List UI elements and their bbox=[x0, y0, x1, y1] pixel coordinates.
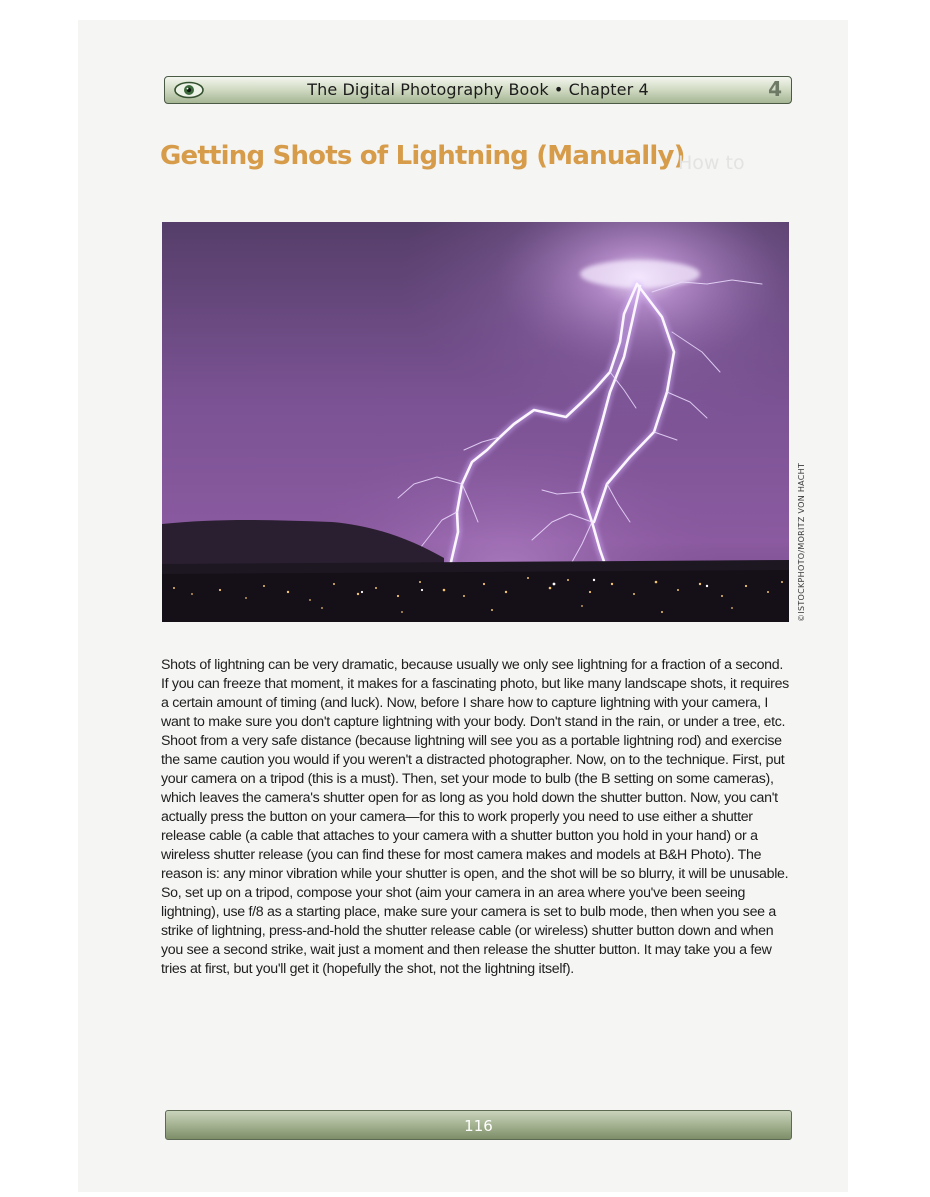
running-header-title: The Digital Photography Book • Chapter 4 bbox=[307, 80, 649, 99]
body-paragraph: Shots of lightning can be very dramatic, because usually we only see lightning for a fraction of a second. If you can freeze that moment, it makes for a fascinating photo, but like many landscape shots, it requires a certain amount of timing (and luck). Now, before I share how to capture lightning with your camera, I want to make sure you don't capture lightning with your body. Don't stand in the rain, or under a tree, etc. Shoot from a very safe distance (because lightning will see you as a portable lightning rod) and exercise the same caution you would if you weren't a distracted photographer. Now, on to the technique. First, put your camera on a tripod (this is a must). Then, set your mode to bulb (the B setting on some cameras), which leaves the camera's shutter open for as long as you hold down the shutter button. Now, you can't actually press the button on your camera—for this to work properly you need to use either a shutter release cable (a cable that attaches to your camera with a shutter button you hold in your hand) or a wireless shutter release (you can find these for most camera makes and models at B&H Photo). The reason is: any minor vibration while your shutter is open, and the shot will be so blurry, it will be unusable. So, set up on a tripod, compose your shot (aim your camera in an area where you've been seeing lightning), use f/8 as a starting place, make sure your camera is set to bulb mode, then when you see a strike of lightning, press-and-hold the shutter release cable (or wireless) shutter button down and when you see a second strike, wait just a moment and then release the shutter button. It may take you a few tries at first, but you'll get it (hopefully the shot, not the lightning itself). bbox=[161, 657, 789, 977]
chapter-number: 4 bbox=[768, 77, 782, 101]
lightning-photo bbox=[162, 222, 789, 622]
page-number: 116 bbox=[464, 1117, 493, 1135]
page-title: Getting Shots of Lightning (Manually) bbox=[160, 141, 685, 171]
photo-credit: ©ISTOCKPHOTO/MORITZ VON HACHT bbox=[797, 462, 806, 622]
page-footer-bar bbox=[165, 1110, 792, 1140]
chapter-header-bar bbox=[164, 76, 792, 104]
bleed-through-text: How to bbox=[678, 152, 745, 174]
